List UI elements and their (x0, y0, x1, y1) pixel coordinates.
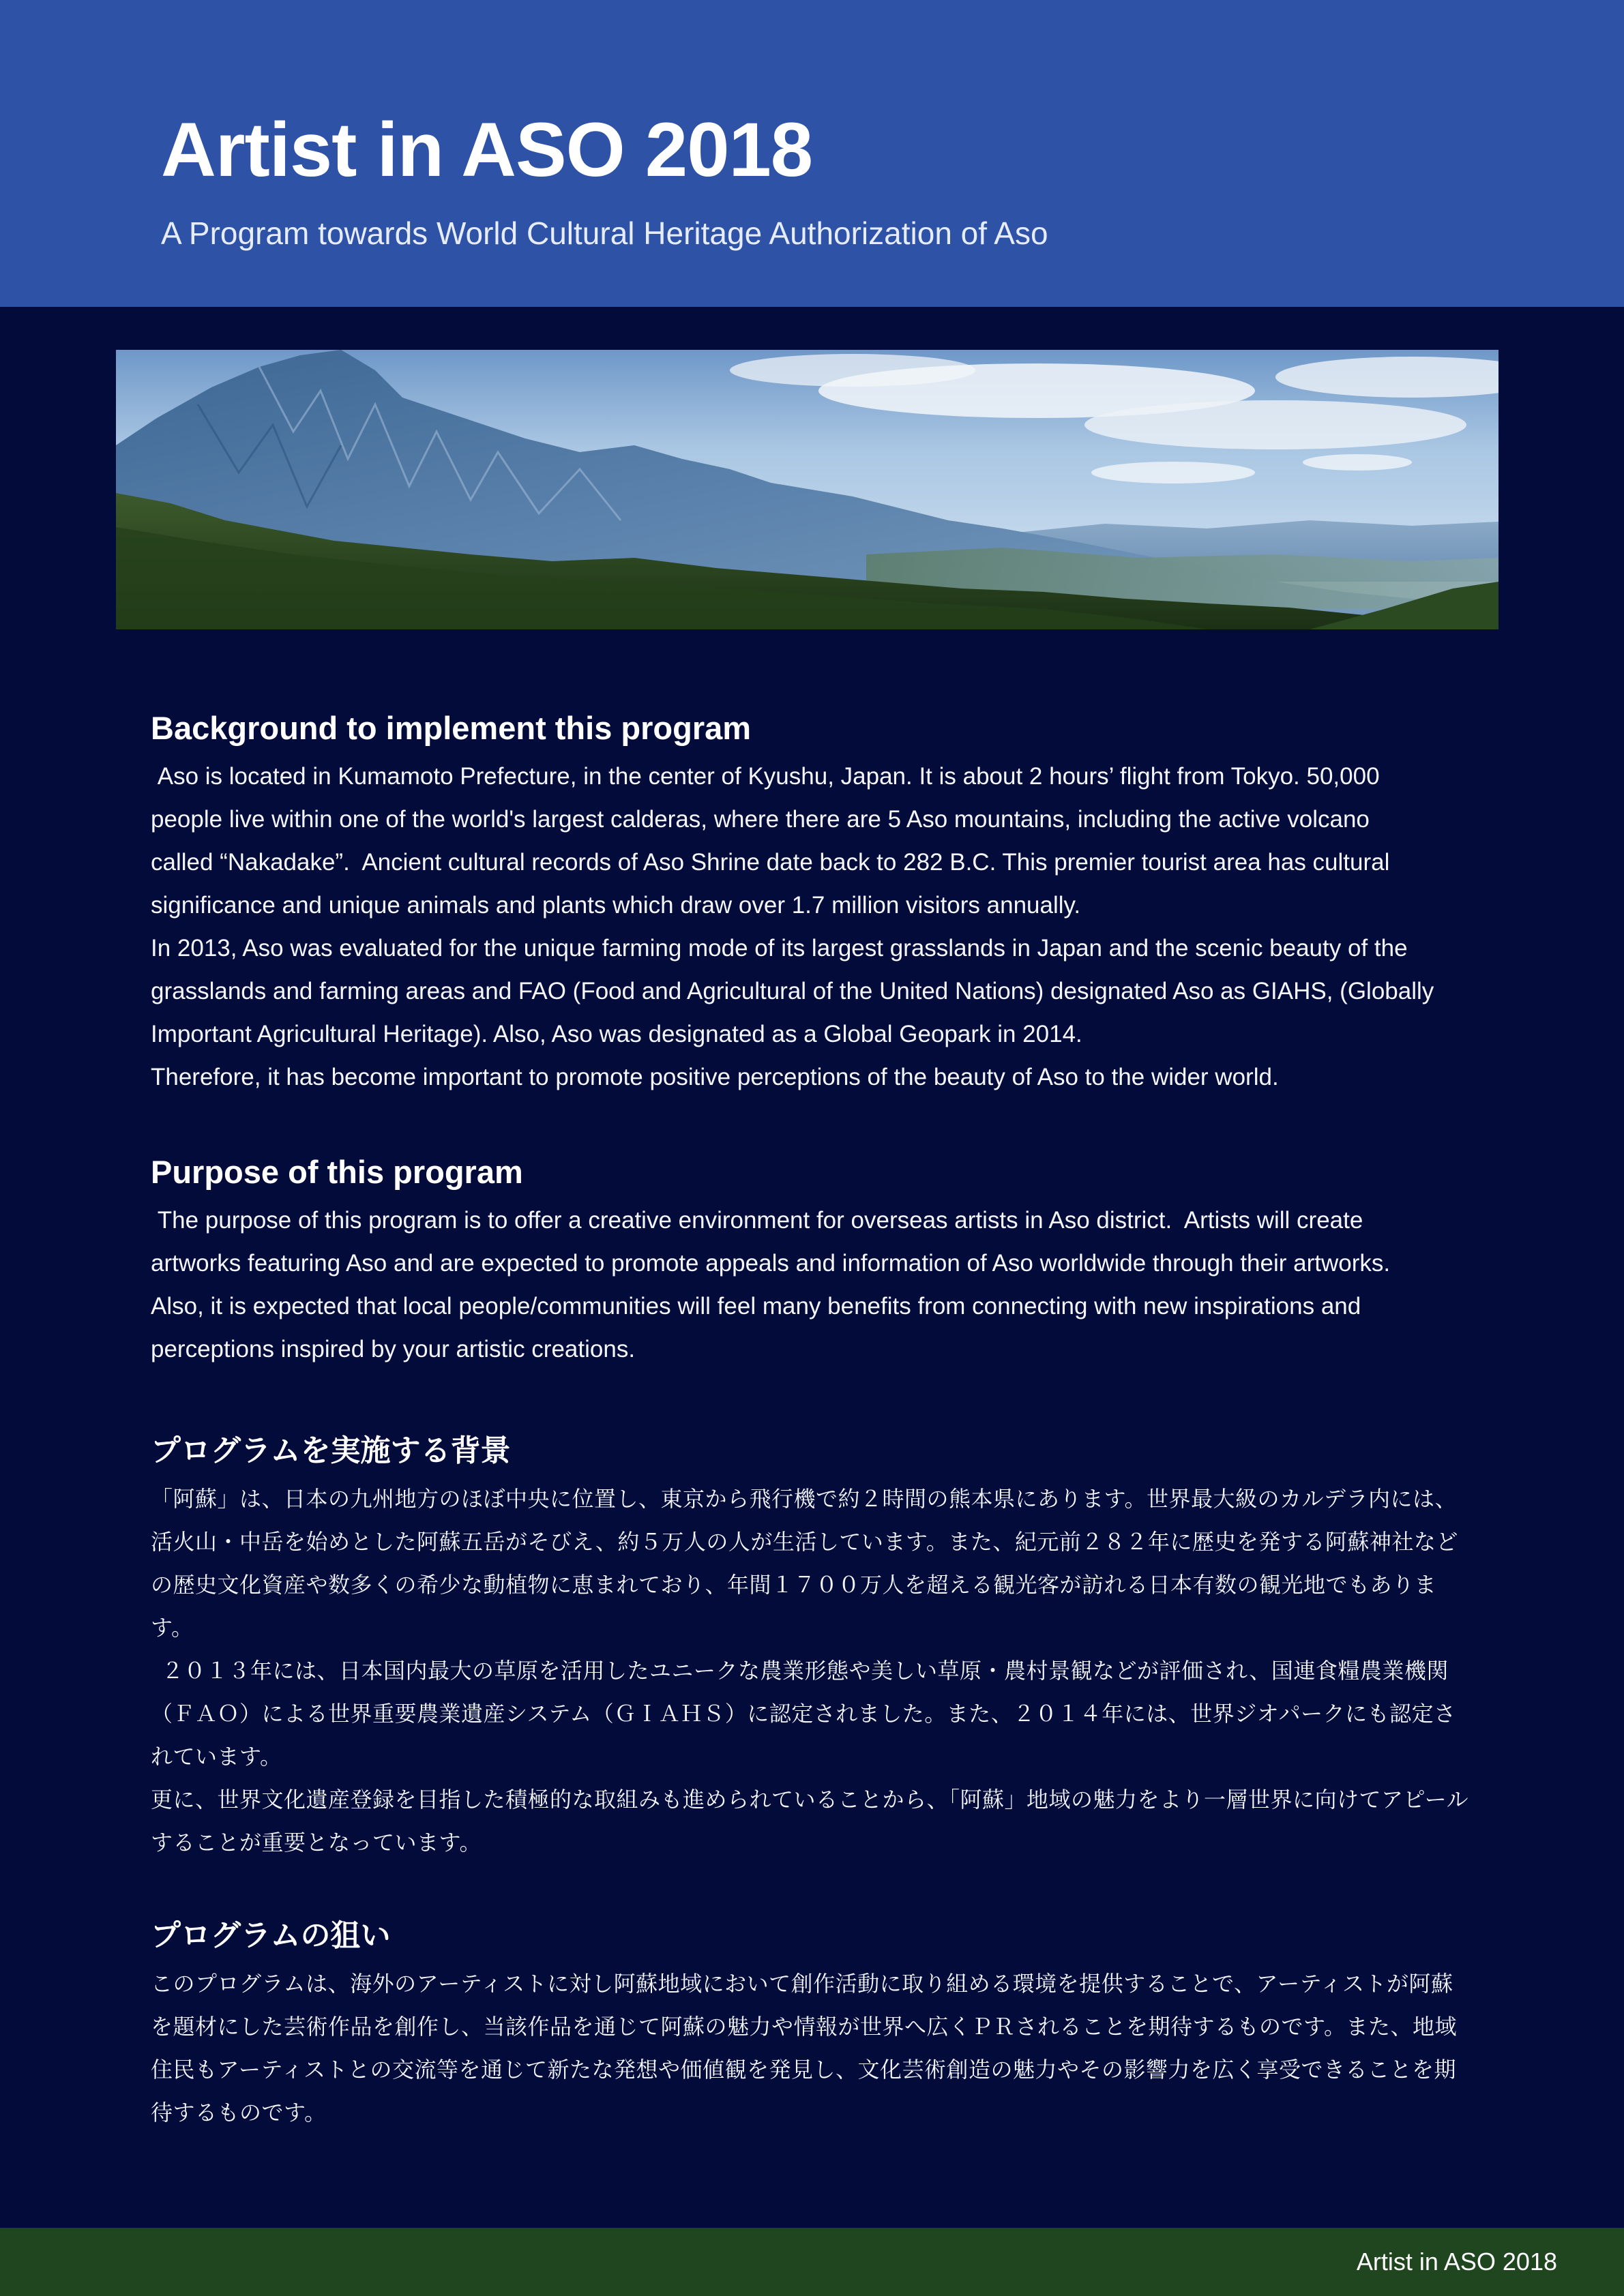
paragraph-line: grasslands and farming areas and FAO (Food and Agricultural of the United Nations) designated Aso as GIAHS, (Globally (151, 978, 1434, 1004)
paragraph-line: In 2013, Aso was evaluated for the unique farming mode of its largest grasslands in Japan and the scenic beauty of the (151, 935, 1408, 961)
paragraph-line: artworks featuring Aso and are expected to promote appeals and information of Aso worldwide through their artworks. (151, 1250, 1391, 1277)
section-heading: Purpose of this program (151, 1154, 523, 1190)
paragraph: 更に、世界文化遺産登録を目指した積極的な取組みも進められていることから、「阿蘇」地域の魅力をより一層世界に向けてアピールすることが重要となっています。 (151, 1787, 1469, 1855)
footer-label: Artist in ASO 2018 (1356, 2248, 1557, 2276)
paragraph-line: Therefore, it has become important to promote positive perceptions of the beauty of Aso to the wider world. (151, 1064, 1279, 1090)
page-title: Artist in ASO 2018 (161, 107, 813, 192)
paragraph-line: The purpose of this program is to offer a creative environment for overseas artists in Aso district. Artists will create (151, 1207, 1363, 1234)
section-heading: プログラムを実施する背景 (151, 1433, 511, 1468)
section-heading: プログラムの狙い (151, 1918, 391, 1953)
header-banner (0, 0, 1624, 307)
paragraph-line: perceptions inspired by your artistic creations. (151, 1336, 636, 1362)
section-background-en (151, 706, 1434, 1099)
paragraph-line: Also, it is expected that local people/communities will feel many benefits from connecting with new inspirations and (151, 1293, 1361, 1320)
paragraph-line: people live within one of the world's largest calderas, where there are 5 Aso mountains, including the active volcano (151, 806, 1370, 833)
section-purpose-en (151, 1150, 1390, 1371)
section-purpose-ja (151, 1913, 1470, 2134)
paragraph-line: Aso is located in Kumamoto Prefecture, in the center of Kyushu, Japan. It is about 2 hours’ flight from Tokyo. 50,000 (151, 763, 1380, 790)
section-heading: Background to implement this program (151, 710, 752, 746)
page-subtitle: A Program towards World Cultural Heritage Authorization of Aso (161, 215, 1048, 251)
paragraph: ２０１３年には、日本国内最大の草原を活用したユニークな農業形態や美しい草原・農村景観などが評価され、国連食糧農業機関（ＦＡＯ）による世界重要農業遺産システム（ＧＩＡＨＳ）に認定されました。また、２０１４年には、世界ジオパークにも認定されています。 (151, 1658, 1456, 1770)
footer-bar (0, 2228, 1624, 2296)
paragraph: このプログラムは、海外のアーティストに対し阿蘇地域において創作活動に取り組める環境を提供することで、アーティストが阿蘇を題材にした芸術作品を創作し、当該作品を通じて阿蘇の魅力や情報が世界へ広くＰＲされることを期待するものです。また、地域住民もアーティストとの交流等を通じて新たな発想や価値観を発見し、文化芸術創造の魅力やその影響力を広く享受できることを期待するものです。 (151, 1971, 1457, 2126)
paragraph-line: Important Agricultural Heritage). Also, Aso was designated as a Global Geopark in 2014. (151, 1021, 1082, 1047)
paragraph: 「阿蘇」は、日本の九州地方のほぼ中央に位置し、東京から飛行機で約２時間の熊本県にあります。世界最大級のカルデラ内には、活火山・中岳を始めとした阿蘇五岳がそびえ、約５万人の人が生活しています。また、紀元前２８２年に歴史を発する阿蘇神社などの歴史文化資産や数多くの希少な動植物に恵まれており、年間１７００万人を超える観光客が訪れる日本有数の観光地でもあります。 (151, 1486, 1458, 1641)
paragraph-line: significance and unique animals and plants which draw over 1.7 million visitors annually. (151, 892, 1081, 919)
paragraph-line: called “Nakadake”. Ancient cultural records of Aso Shrine date back to 282 B.C. This premier tourist area has cultural (151, 849, 1390, 876)
section-background-ja (151, 1429, 1470, 1864)
hero-landscape-image (116, 350, 1498, 629)
mountain-landscape-illustration (116, 350, 1498, 629)
